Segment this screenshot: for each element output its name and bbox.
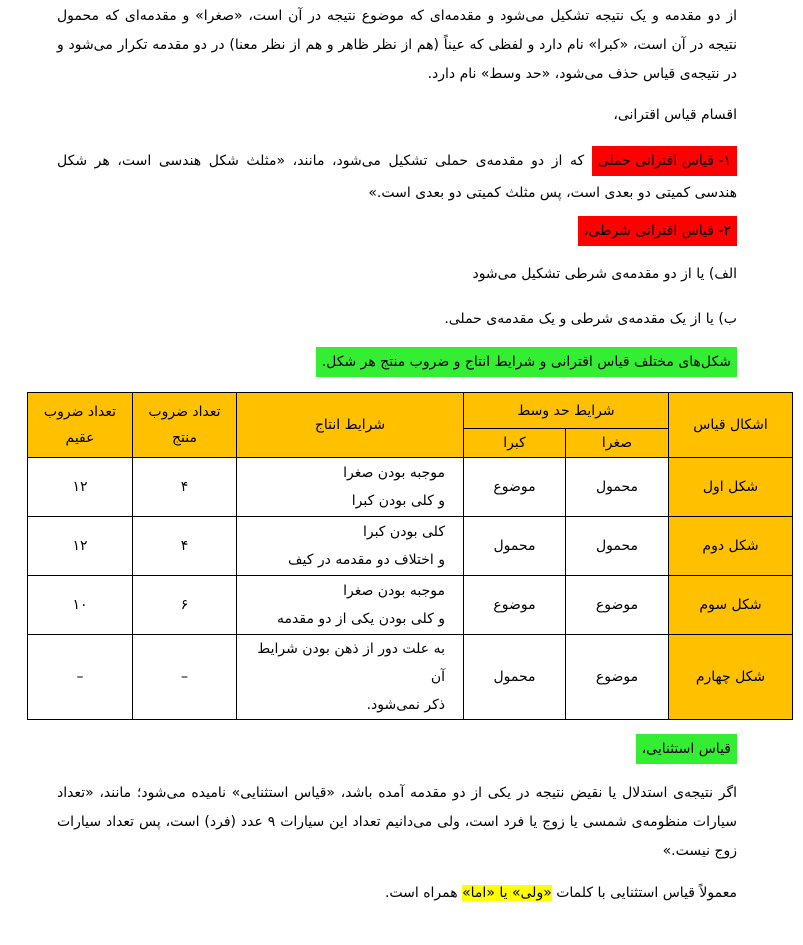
table-row [28, 458, 793, 517]
istithnai-paragraph: اگر نتیجه‌ی استدلال یا نقیض نتیجه در یکی از دو مقدمه آمده باشد، «قیاس استثنایی» نامیده می‌شود؛ مانند، «تعداد سیارات منظومه‌ی شمسی یا زوج یا فرد است، ولی می‌دانیم تعداد این سیارات ۹ عدد (فرد) است، پس تعداد سیارات زوج نیست.» [57, 785, 737, 859]
barren-cell: – [28, 635, 133, 720]
figures-heading-label: شکل‌های مختلف قیاس اقترانی و شرایط انتاج و ضروب منتج هر شکل. [316, 347, 737, 377]
istithnai-heading-label: قیاس استثنایی، [636, 734, 737, 764]
final-line [385, 881, 737, 905]
figure-cell: شکل چهارم [669, 635, 793, 720]
type2-label: ۲- قیاس اقترانی شرطی، [578, 216, 737, 246]
type1-text: که از دو مقدمه‌ی حملی تشکیل می‌شود، مانند، «مثلث شکل هندسی است، هر شکل هندسی کمیتی دو بعدی است، پس مثلث کمیتی دو بعدی است.» [57, 153, 737, 201]
major-cell: محمول [464, 517, 566, 576]
minor-cell: موضوع [566, 576, 669, 635]
productive-cell: ۴ [133, 458, 237, 517]
table-row [28, 576, 793, 635]
header-middle-term: شرایط حد وسط [464, 393, 669, 429]
conditions-cell: موجبه بودن صغرا و کلی بودن کبرا [237, 458, 464, 517]
major-cell: محمول [464, 635, 566, 720]
minor-cell: موضوع [566, 635, 669, 720]
productive-cell: ۴ [133, 517, 237, 576]
conditions-cell: موجبه بودن صغرا و کلی بودن یکی از دو مقدمه [237, 576, 464, 635]
header-barren-count: تعداد ضروب عقیم [28, 393, 133, 458]
figure-cell: شکل دوم [669, 517, 793, 576]
conditions-cell: به علت دور از ذهن بودن شرایط آن ذکر نمی‌شود. [237, 635, 464, 720]
table-row [28, 635, 793, 720]
barren-cell: ۱۲ [28, 458, 133, 517]
be-line: ب) یا از یک مقدمه‌ی شرطی و یک مقدمه‌ی حملی. [444, 311, 737, 327]
type2-heading [578, 216, 737, 246]
major-cell: موضوع [464, 576, 566, 635]
intro-paragraph: از دو مقدمه و یک نتیجه تشکیل می‌شود و مقدمه‌ای که موضوع نتیجه در آن است، «صغرا» و مقدمه‌ای که محمول نتیجه در آن است، «کبرا» نام دارد و لفظی که عیناً (هم از نظر ظاهر و هم از نظر معنا) در دو مقدمه تکرار می‌شود و در نتیجه‌ی قیاس حذف می‌شود، «حد وسط» نام دارد. [57, 8, 737, 82]
header-figures: اشکال قیاس [669, 393, 793, 458]
figures-heading [316, 347, 737, 377]
conditions-cell: کلی بودن کبرا و اختلاف دو مقدمه در کیف [237, 517, 464, 576]
minor-cell: محمول [566, 517, 669, 576]
final-after: همراه است. [384, 885, 463, 901]
final-keywords: «ولی» یا «اما» [462, 885, 552, 901]
header-minor: صغرا [566, 429, 669, 458]
types-heading: اقسام قیاس اقترانی، [613, 107, 737, 123]
barren-cell: ۱۲ [28, 517, 133, 576]
figure-cell: شکل سوم [669, 576, 793, 635]
final-before: معمولاً قیاس استثنایی با کلمات [551, 885, 737, 901]
istithnai-heading [636, 734, 737, 764]
header-major: کبرا [464, 429, 566, 458]
type1-paragraph [57, 145, 737, 209]
syllogism-figures-table [27, 392, 793, 720]
header-productive-count: تعداد ضروب منتج [133, 393, 237, 458]
alef-line: الف) یا از دو مقدمه‌ی شرطی تشکیل می‌شود [472, 266, 737, 282]
table-row [28, 517, 793, 576]
type1-label: ۱- قیاس اقترانی حملی [592, 146, 737, 176]
major-cell: موضوع [464, 458, 566, 517]
figure-cell: شکل اول [669, 458, 793, 517]
minor-cell: محمول [566, 458, 669, 517]
header-conditions: شرایط انتاج [237, 393, 464, 458]
productive-cell: ۶ [133, 576, 237, 635]
barren-cell: ۱۰ [28, 576, 133, 635]
productive-cell: – [133, 635, 237, 720]
